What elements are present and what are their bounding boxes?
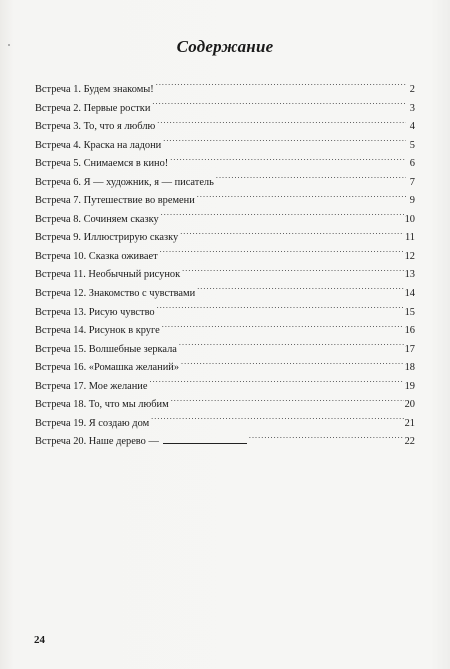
toc-leader-dots — [151, 414, 403, 426]
toc-item-5 — [35, 154, 415, 173]
toc-item-page: 12 — [404, 250, 415, 262]
toc-item-4 — [35, 136, 415, 155]
toc-leader-dots — [170, 154, 406, 166]
toc-item-9 — [35, 228, 415, 247]
toc-item-label: Встреча 10. Сказка оживает — [35, 250, 158, 262]
toc-item-label: Встреча 13. Рисую чувство — [35, 306, 155, 318]
toc-item-label: Встреча 5. Снимаемся в кино! — [35, 158, 169, 170]
toc-item-page: 18 — [404, 362, 415, 374]
fill-in-blank-line — [163, 434, 247, 444]
toc-leader-dots — [149, 377, 403, 389]
toc-item-page: 17 — [404, 343, 415, 355]
toc-item-page: 5 — [409, 139, 415, 151]
toc-item-label: Встреча 16. «Ромашка желаний» — [35, 362, 180, 374]
toc-leader-dots — [180, 228, 404, 240]
toc-item-label: Встреча 4. Краска на ладони — [35, 139, 162, 151]
toc-item-label: Встреча 20. Наше дерево — — [35, 436, 159, 448]
toc-item-label: Встреча 2. Первые ростки — [35, 102, 151, 114]
toc-item-6 — [35, 173, 415, 192]
toc-item-12 — [35, 284, 415, 303]
toc-item-page: 10 — [404, 213, 415, 225]
toc-leader-dots — [157, 117, 406, 129]
toc-leader-dots — [160, 247, 404, 259]
toc-leader-dots — [163, 136, 406, 148]
toc-item-label: Встреча 9. Иллюстрирую сказку — [35, 232, 179, 244]
toc-item-page: 3 — [409, 102, 415, 114]
toc-item-label: Встреча 3. То, что я люблю — [35, 121, 156, 133]
toc-item-label: Встреча 7. Путешествие во времени — [35, 195, 195, 207]
toc-item-page: 16 — [404, 325, 415, 337]
toc-item-label: Встреча 8. Сочиняем сказку — [35, 213, 159, 225]
toc-leader-dots — [216, 173, 406, 185]
toc-item-page: 15 — [404, 306, 415, 318]
toc-leader-dots — [162, 321, 404, 333]
toc-item-label: Встреча 18. То, что мы любим — [35, 399, 169, 411]
toc-leader-dots — [171, 395, 404, 407]
toc-item-label: Встреча 14. Рисунок в круге — [35, 325, 160, 337]
toc-item-14 — [35, 321, 415, 340]
toc-item-10 — [35, 247, 415, 266]
toc-item-page: 9 — [409, 195, 415, 207]
toc-item-page: 2 — [409, 84, 415, 95]
toc-item-label: Встреча 17. Мое желание — [35, 380, 148, 392]
toc-leader-dots — [161, 210, 404, 222]
toc-leader-dots — [152, 99, 406, 111]
toc-item-18 — [35, 395, 415, 414]
toc-item-label: Встреча 12. Знакомство с чувствами — [35, 288, 196, 300]
toc-leader-dots — [249, 432, 404, 444]
toc-item-page: 6 — [409, 158, 415, 170]
toc-leader-dots — [197, 191, 406, 203]
toc-leader-dots — [181, 358, 404, 370]
toc-item-label: Встреча 11. Необычный рисунок — [35, 269, 181, 281]
toc-leader-dots — [156, 80, 406, 92]
toc-item-page: 11 — [404, 232, 415, 244]
toc-item-page: 4 — [409, 121, 415, 133]
toc-item-label: Встреча 19. Я создаю дом — [35, 417, 150, 429]
toc-item-page: 14 — [404, 288, 415, 300]
toc-item-page: 19 — [404, 380, 415, 392]
toc-item-8 — [35, 210, 415, 229]
toc-item-label: Встреча 1. Будем знакомы! — [35, 84, 154, 95]
toc-item-1 — [35, 80, 415, 99]
toc-item-page: 22 — [404, 436, 415, 448]
toc-item-19 — [35, 414, 415, 433]
toc-item-label: Встреча 15. Волшебные зеркала — [35, 343, 177, 355]
page-number: 24 — [34, 634, 45, 646]
toc-leader-dots — [182, 265, 403, 277]
table-of-contents — [35, 80, 415, 451]
toc-item-20 — [35, 432, 415, 451]
toc-leader-dots — [179, 340, 404, 352]
toc-item-page: 7 — [409, 176, 415, 188]
toc-item-17 — [35, 377, 415, 396]
toc-item-page: 20 — [404, 399, 415, 411]
toc-leader-dots — [157, 303, 404, 315]
toc-item-2 — [35, 99, 415, 118]
toc-item-15 — [35, 340, 415, 359]
toc-item-11 — [35, 265, 415, 284]
toc-item-page: 13 — [404, 269, 415, 281]
toc-leader-dots — [197, 284, 403, 296]
toc-item-page: 21 — [404, 417, 415, 429]
toc-item-3 — [35, 117, 415, 136]
toc-item-7 — [35, 191, 415, 210]
toc-item-label: Встреча 6. Я — художник, я — писатель — [35, 176, 214, 188]
toc-item-16 — [35, 358, 415, 377]
toc-item-13 — [35, 303, 415, 322]
page-title: Содержание — [176, 37, 274, 56]
